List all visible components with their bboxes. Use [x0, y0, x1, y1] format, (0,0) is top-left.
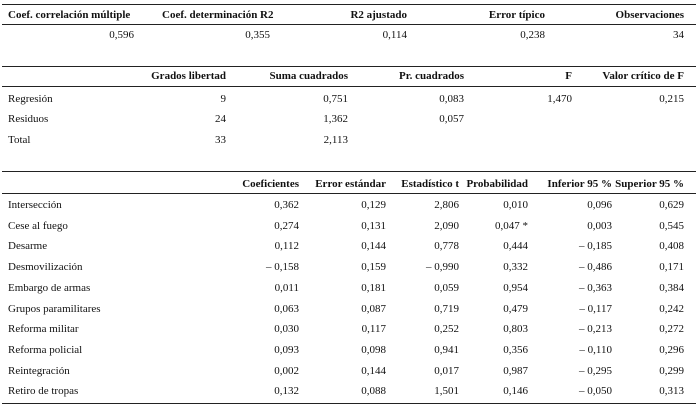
coef-cell: 0,017 — [434, 365, 459, 377]
coef-row-label: Intersección — [8, 199, 62, 211]
coef-cell: 0,088 — [361, 385, 386, 397]
coef-cell: 0,356 — [503, 344, 528, 356]
coef-cell: 0,299 — [659, 365, 684, 377]
coef-cell: – 0,185 — [579, 240, 612, 252]
coef-cell: – 0,363 — [579, 282, 612, 294]
coef-cell: 0,112 — [274, 240, 299, 252]
coef-cell: 0,144 — [361, 240, 386, 252]
anova-row-label: Total — [8, 134, 31, 146]
coef-cell: 0,096 — [587, 199, 612, 211]
anova-header: Suma cuadrados — [269, 70, 348, 82]
coef-cell: 0,087 — [361, 303, 386, 315]
anova-cell: 33 — [215, 134, 226, 146]
coef-cell: 0,063 — [274, 303, 299, 315]
coef-header: Coeficientes — [242, 178, 299, 190]
coef-cell: 0,313 — [659, 385, 684, 397]
coef-cell: 0,362 — [274, 199, 299, 211]
coef-cell: 0,146 — [503, 385, 528, 397]
anova-header-rule — [2, 86, 696, 87]
coef-cell: 0,098 — [361, 344, 386, 356]
coef-cell: – 0,990 — [426, 261, 459, 273]
coef-header: Superior 95 % — [615, 178, 684, 190]
coef-bottom-rule — [2, 403, 696, 404]
coef-cell: 0,479 — [503, 303, 528, 315]
anova-cell: 24 — [215, 113, 226, 125]
coef-cell: 0,010 — [503, 199, 528, 211]
coef-row-label: Reforma militar — [8, 323, 79, 335]
coef-cell: 0,384 — [659, 282, 684, 294]
anova-cell: 9 — [220, 93, 226, 105]
coef-row-label: Retiro de tropas — [8, 385, 79, 397]
coef-cell: 0,047 * — [495, 220, 528, 232]
coef-cell: – 0,117 — [579, 303, 612, 315]
coef-cell: 0,545 — [659, 220, 684, 232]
coef-row-label: Desmovilización — [8, 261, 83, 273]
coef-cell: 0,408 — [659, 240, 684, 252]
coef-cell: 0,274 — [274, 220, 299, 232]
coef-cell: 0,941 — [434, 344, 459, 356]
coef-cell: 0,002 — [274, 365, 299, 377]
anova-cell: 1,470 — [547, 93, 572, 105]
coef-row-label: Cese al fuego — [8, 220, 68, 232]
coef-cell: – 0,050 — [579, 385, 612, 397]
summary-header: Coef. correlación múltiple — [8, 9, 131, 21]
coef-cell: – 0,486 — [579, 261, 612, 273]
coef-header: Probabilidad — [466, 178, 528, 190]
coef-cell: 0,181 — [361, 282, 386, 294]
anova-row-label: Regresión — [8, 93, 53, 105]
coef-header: Error estándar — [315, 178, 386, 190]
coef-cell: 0,778 — [434, 240, 459, 252]
coef-header: Inferior 95 % — [547, 178, 612, 190]
coef-cell: 0,242 — [659, 303, 684, 315]
coef-cell: 0,252 — [434, 323, 459, 335]
coef-cell: 0,129 — [361, 199, 386, 211]
summary-header: Coef. determinación R2 — [162, 9, 274, 21]
summary-header-rule — [2, 24, 696, 25]
summary-value: 34 — [673, 29, 684, 41]
anova-header: Pr. cuadrados — [399, 70, 464, 82]
coef-cell: 0,629 — [659, 199, 684, 211]
coef-row-label: Grupos paramilitares — [8, 303, 101, 315]
coef-row-label: Desarme — [8, 240, 48, 252]
coef-cell: 0,003 — [587, 220, 612, 232]
coef-cell: 0,332 — [503, 261, 528, 273]
coef-cell: 0,296 — [659, 344, 684, 356]
coef-cell: 0,144 — [361, 365, 386, 377]
coef-row-label: Embargo de armas — [8, 282, 91, 294]
coef-cell: 0,132 — [274, 385, 299, 397]
coef-header-rule — [2, 193, 696, 194]
summary-value: 0,596 — [109, 29, 134, 41]
coef-cell: 2,806 — [434, 199, 459, 211]
coef-cell: 0,444 — [503, 240, 528, 252]
anova-cell: 0,083 — [439, 93, 464, 105]
summary-value: 0,355 — [245, 29, 270, 41]
summary-header: Error típico — [488, 9, 545, 21]
summary-value: 0,238 — [520, 29, 545, 41]
summary-header: R2 ajustado — [350, 9, 407, 21]
coef-cell: 0,030 — [274, 323, 299, 335]
coef-cell: 0,131 — [361, 220, 386, 232]
coef-cell: 0,059 — [434, 282, 459, 294]
summary-top-rule — [2, 4, 696, 5]
coef-cell: 0,159 — [361, 261, 386, 273]
anova-cell: 0,057 — [439, 113, 464, 125]
anova-cell: 2,113 — [323, 134, 348, 146]
coef-cell: 0,954 — [503, 282, 528, 294]
coef-cell: – 0,213 — [579, 323, 612, 335]
coef-cell: 0,987 — [503, 365, 528, 377]
anova-header: Valor crítico de F — [602, 70, 684, 82]
anova-cell: 1,362 — [323, 113, 348, 125]
summary-value: 0,114 — [382, 29, 407, 41]
coef-cell: 0,803 — [503, 323, 528, 335]
coef-row-label: Reintegración — [8, 365, 70, 377]
coef-top-rule — [2, 171, 696, 172]
coef-cell: 0,011 — [274, 282, 299, 294]
anova-row-label: Residuos — [8, 113, 49, 125]
coef-cell: 1,501 — [434, 385, 459, 397]
coef-cell: 0,093 — [274, 344, 299, 356]
summary-header: Observaciones — [615, 9, 684, 21]
coef-cell: 0,117 — [361, 323, 386, 335]
anova-top-rule — [2, 66, 696, 67]
coef-cell: 0,171 — [659, 261, 684, 273]
anova-header: F — [565, 70, 572, 82]
anova-header: Grados libertad — [151, 70, 226, 82]
coef-cell: – 0,110 — [579, 344, 612, 356]
coef-header: Estadístico t — [401, 178, 459, 190]
coef-cell: – 0,158 — [266, 261, 299, 273]
anova-cell: 0,215 — [659, 93, 684, 105]
coef-cell: 0,719 — [434, 303, 459, 315]
coef-cell: 0,272 — [659, 323, 684, 335]
coef-cell: – 0,295 — [579, 365, 612, 377]
anova-cell: 0,751 — [323, 93, 348, 105]
coef-row-label: Reforma policial — [8, 344, 83, 356]
coef-cell: 2,090 — [434, 220, 459, 232]
